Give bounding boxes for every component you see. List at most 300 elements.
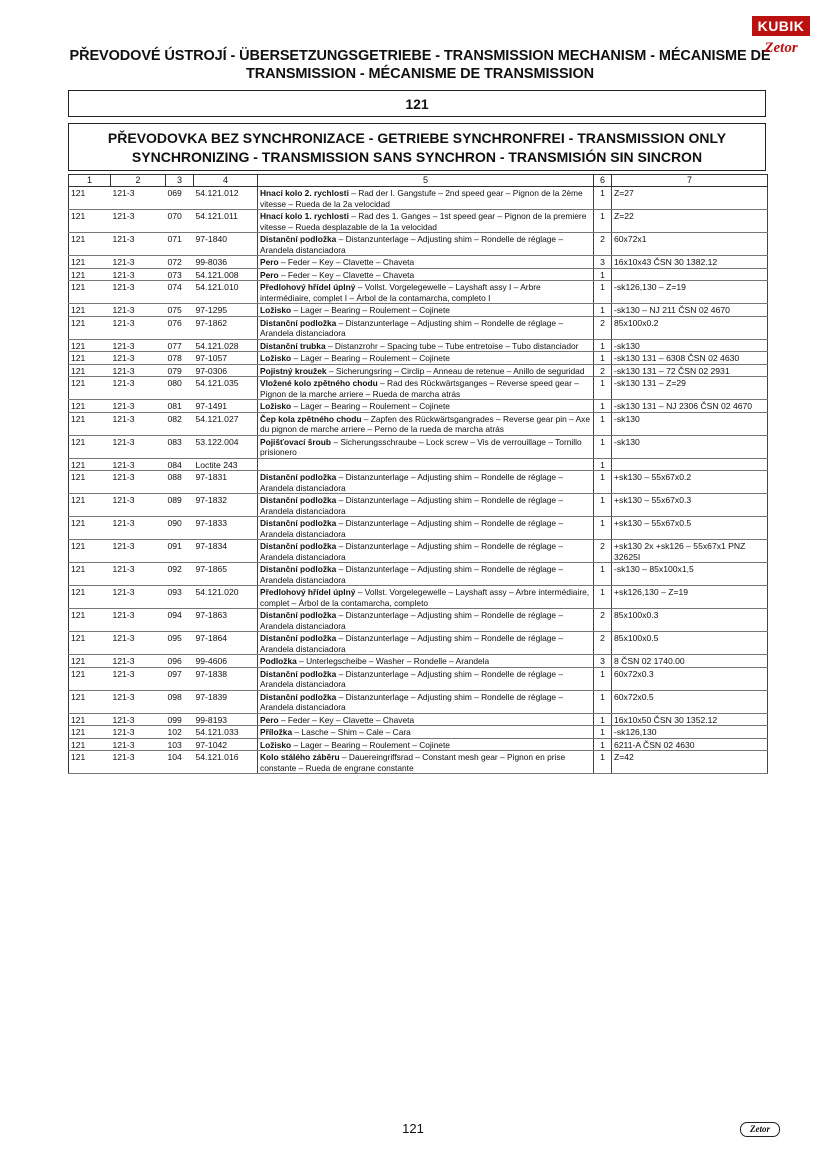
part-name: Kolo stálého záběru bbox=[260, 752, 340, 762]
cell-position: 073 bbox=[166, 268, 194, 281]
cell-subgroup: 121-3 bbox=[111, 655, 166, 668]
part-name: Ložisko bbox=[260, 305, 292, 315]
cell-position: 075 bbox=[166, 304, 194, 317]
table-row bbox=[69, 494, 768, 517]
cell-part-number: 54.121.011 bbox=[194, 210, 258, 233]
cell-subgroup: 121-3 bbox=[111, 458, 166, 471]
cell-part-number: 54.121.020 bbox=[194, 586, 258, 609]
part-name: Distanční podložka bbox=[260, 518, 337, 528]
zetor-footer-logo: Zetor bbox=[740, 1122, 780, 1137]
cell-note: Z=42 bbox=[612, 751, 768, 774]
table-row bbox=[69, 256, 768, 269]
cell-description bbox=[258, 609, 594, 632]
part-description: – Distanzunterlage – Adjusting shim – Rondelle de réglage – Arandela distanciadora bbox=[260, 610, 564, 631]
cell-quantity: 1 bbox=[594, 339, 612, 352]
cell-quantity: 1 bbox=[594, 412, 612, 435]
cell-quantity: 1 bbox=[594, 713, 612, 726]
cell-part-number: 54.121.012 bbox=[194, 187, 258, 210]
cell-part-number: 97-1491 bbox=[194, 400, 258, 413]
cell-group: 121 bbox=[69, 563, 111, 586]
cell-quantity: 3 bbox=[594, 655, 612, 668]
table-row bbox=[69, 540, 768, 563]
cell-subgroup: 121-3 bbox=[111, 667, 166, 690]
cell-group: 121 bbox=[69, 738, 111, 751]
cell-description bbox=[258, 281, 594, 304]
table-row bbox=[69, 667, 768, 690]
part-description: – Distanzunterlage – Adjusting shim – Rondelle de réglage – Arandela distanciadora bbox=[260, 564, 564, 585]
part-description: – Lager – Bearing – Roulement – Cojinete bbox=[291, 305, 450, 315]
cell-position: 102 bbox=[166, 726, 194, 739]
cell-group: 121 bbox=[69, 352, 111, 365]
cell-description bbox=[258, 726, 594, 739]
cell-subgroup: 121-3 bbox=[111, 304, 166, 317]
cell-part-number: 54.121.008 bbox=[194, 268, 258, 281]
cell-group: 121 bbox=[69, 364, 111, 377]
cell-note: 16x10x43 ČSN 30 1382.12 bbox=[612, 256, 768, 269]
cell-quantity: 1 bbox=[594, 377, 612, 400]
cell-quantity: 1 bbox=[594, 400, 612, 413]
part-description: – Feder – Key – Clavette – Chaveta bbox=[278, 257, 415, 267]
cell-description bbox=[258, 268, 594, 281]
cell-position: 081 bbox=[166, 400, 194, 413]
cell-note: -sk126,130 bbox=[612, 726, 768, 739]
part-description: – Dauereingriffsrad – Constant mesh gear – Pignon en prise constante – Rueda de engrane constante bbox=[260, 752, 566, 773]
table-row bbox=[69, 690, 768, 713]
part-name: Distanční podložka bbox=[260, 691, 337, 702]
cell-part-number: 97-1838 bbox=[194, 667, 258, 690]
kubik-zetor-logo bbox=[752, 16, 810, 76]
cell-description bbox=[258, 304, 594, 317]
cell-part-number: 97-1839 bbox=[194, 690, 258, 713]
cell-note: 6211-A ČSN 02 4630 bbox=[612, 738, 768, 751]
cell-position: 091 bbox=[166, 540, 194, 563]
cell-subgroup: 121-3 bbox=[111, 586, 166, 609]
page-title-line2: TRANSMISSION - MÉCANISME DE TRANSMISSION bbox=[245, 66, 595, 82]
cell-subgroup: 121-3 bbox=[111, 751, 166, 774]
cell-note: Z=22 bbox=[612, 210, 768, 233]
part-description: – Vollst. Vorgelegewelle – Layshaft assy I – Arbre intermédiaire, complet I – Árbol de la contamarcha, completo I bbox=[260, 282, 541, 303]
column-header-4: 4 bbox=[194, 175, 258, 187]
cell-quantity: 1 bbox=[594, 726, 612, 739]
cell-part-number: 97-1863 bbox=[194, 609, 258, 632]
part-description: – Sicherungsring – Circlip – Anneau de retenue – Anillo de seguridad bbox=[326, 365, 585, 376]
cell-quantity: 2 bbox=[594, 540, 612, 563]
part-description: – Distanzunterlage – Adjusting shim – Rondelle de réglage – Arandela distanciadora bbox=[260, 633, 564, 654]
part-name: Distanční podložka bbox=[260, 633, 337, 643]
cell-position: 103 bbox=[166, 738, 194, 751]
cell-part-number: 97-1057 bbox=[194, 352, 258, 365]
cell-part-number: 97-1832 bbox=[194, 494, 258, 517]
cell-position: 080 bbox=[166, 377, 194, 400]
cell-note: +sk130 – 55x67x0.5 bbox=[612, 517, 768, 540]
cell-description bbox=[258, 256, 594, 269]
cell-description bbox=[258, 339, 594, 352]
part-name: Pojišťovací šroub bbox=[260, 436, 332, 447]
cell-quantity: 1 bbox=[594, 435, 612, 458]
cell-group: 121 bbox=[69, 726, 111, 739]
cell-quantity: 1 bbox=[594, 281, 612, 304]
cell-group: 121 bbox=[69, 690, 111, 713]
cell-description bbox=[258, 412, 594, 435]
cell-group: 121 bbox=[69, 281, 111, 304]
cell-subgroup: 121-3 bbox=[111, 339, 166, 352]
cell-subgroup: 121-3 bbox=[111, 690, 166, 713]
part-description: – Distanzunterlage – Adjusting shim – Rondelle de réglage – Arandela distanciadora bbox=[260, 495, 564, 516]
cell-part-number: 97-1831 bbox=[194, 471, 258, 494]
parts-table bbox=[68, 174, 768, 774]
part-description: – Lager – Bearing – Roulement – Cojinete bbox=[291, 739, 450, 750]
cell-position: 078 bbox=[166, 352, 194, 365]
cell-quantity: 1 bbox=[594, 667, 612, 690]
cell-description bbox=[258, 494, 594, 517]
section-title-box bbox=[68, 123, 766, 171]
page-number: 121 bbox=[402, 1121, 424, 1136]
cell-quantity: 1 bbox=[594, 352, 612, 365]
cell-part-number: 54.121.016 bbox=[194, 751, 258, 774]
part-name: Pero bbox=[260, 269, 279, 280]
cell-position: 079 bbox=[166, 364, 194, 377]
table-row bbox=[69, 364, 768, 377]
cell-note: -sk130 131 – 72 ČSN 02 2931 bbox=[612, 364, 768, 377]
cell-description bbox=[258, 667, 594, 690]
part-description: – Rad der I. Gangstufe – 2nd speed gear – Pignon de la 2ème vitesse – Rueda de la 2a velocidad bbox=[260, 188, 583, 209]
table-row bbox=[69, 233, 768, 256]
cell-position: 095 bbox=[166, 632, 194, 655]
part-name: Předlohový hřídel úplný bbox=[260, 587, 356, 597]
table-row bbox=[69, 563, 768, 586]
cell-group: 121 bbox=[69, 632, 111, 655]
cell-group: 121 bbox=[69, 609, 111, 632]
table-row bbox=[69, 751, 768, 774]
page-title-line1: PŘEVODOVÉ ÚSTROJÍ - ÜBERSETZUNGSGETRIEBE - TRANSMISSION MECHANISM - MÉCANISME DE bbox=[69, 48, 771, 64]
table-row bbox=[69, 268, 768, 281]
part-name: Distanční podložka bbox=[260, 495, 337, 505]
part-description: – Distanzrohr – Spacing tube – Tube entretoise – Tubo distanciador bbox=[325, 340, 579, 351]
kubik-logo: KUBIK bbox=[752, 16, 810, 36]
part-name: Distanční podložka bbox=[260, 668, 337, 679]
cell-quantity: 1 bbox=[594, 268, 612, 281]
cell-description bbox=[258, 233, 594, 256]
table-row bbox=[69, 435, 768, 458]
cell-description bbox=[258, 435, 594, 458]
column-header-1: 1 bbox=[69, 175, 111, 187]
cell-position: 097 bbox=[166, 667, 194, 690]
page-title bbox=[60, 47, 780, 83]
cell-part-number: 97-1834 bbox=[194, 540, 258, 563]
part-name: Podložka bbox=[260, 656, 297, 666]
cell-note: 85x100x0.3 bbox=[612, 609, 768, 632]
part-description: – Distanzunterlage – Adjusting shim – Rondelle de réglage – Arandela distanciadora bbox=[260, 668, 564, 689]
cell-subgroup: 121-3 bbox=[111, 400, 166, 413]
cell-quantity: 3 bbox=[594, 256, 612, 269]
cell-group: 121 bbox=[69, 517, 111, 540]
cell-subgroup: 121-3 bbox=[111, 281, 166, 304]
cell-position: 074 bbox=[166, 281, 194, 304]
column-header-6: 6 bbox=[594, 175, 612, 187]
table-row bbox=[69, 377, 768, 400]
part-description: – Rad des Rückwärtsganges – Reverse speed gear – Pignon de la marche arriere – Rueda de marcha atrás bbox=[260, 378, 579, 399]
cell-position: 094 bbox=[166, 609, 194, 632]
part-name: Hnací kolo 1. rychlosti bbox=[260, 211, 349, 221]
cell-subgroup: 121-3 bbox=[111, 268, 166, 281]
table-row bbox=[69, 400, 768, 413]
cell-note: -sk130 – NJ 211 ČSN 02 4670 bbox=[612, 304, 768, 317]
cell-note: -sk130 131 – NJ 2306 ČSN 02 4670 bbox=[612, 400, 768, 413]
cell-description bbox=[258, 655, 594, 668]
cell-quantity: 1 bbox=[594, 304, 612, 317]
cell-description bbox=[258, 540, 594, 563]
part-description: – Sicherungsschraube – Lock screw – Vis de verrouillage – Tornillo prisionero bbox=[260, 436, 582, 457]
cell-description bbox=[258, 364, 594, 377]
part-name: Vložené kolo zpětného chodu bbox=[260, 378, 378, 388]
cell-description bbox=[258, 751, 594, 774]
cell-position: 088 bbox=[166, 471, 194, 494]
cell-position: 093 bbox=[166, 586, 194, 609]
cell-part-number: 54.121.027 bbox=[194, 412, 258, 435]
cell-quantity: 1 bbox=[594, 494, 612, 517]
cell-position: 072 bbox=[166, 256, 194, 269]
cell-description bbox=[258, 738, 594, 751]
cell-quantity: 1 bbox=[594, 471, 612, 494]
cell-subgroup: 121-3 bbox=[111, 377, 166, 400]
cell-part-number: 97-1833 bbox=[194, 517, 258, 540]
cell-note bbox=[612, 458, 768, 471]
cell-group: 121 bbox=[69, 494, 111, 517]
cell-position: 090 bbox=[166, 517, 194, 540]
table-row bbox=[69, 281, 768, 304]
cell-group: 121 bbox=[69, 586, 111, 609]
cell-group: 121 bbox=[69, 256, 111, 269]
cell-position: 071 bbox=[166, 233, 194, 256]
cell-position: 089 bbox=[166, 494, 194, 517]
cell-group: 121 bbox=[69, 304, 111, 317]
part-name: Ložisko bbox=[260, 739, 292, 750]
cell-group: 121 bbox=[69, 377, 111, 400]
table-row bbox=[69, 339, 768, 352]
cell-part-number: 97-1865 bbox=[194, 563, 258, 586]
table-row bbox=[69, 471, 768, 494]
cell-group: 121 bbox=[69, 233, 111, 256]
cell-description bbox=[258, 377, 594, 400]
cell-group: 121 bbox=[69, 713, 111, 726]
cell-part-number: 99-8193 bbox=[194, 713, 258, 726]
cell-note: 60x72x0.5 bbox=[612, 690, 768, 713]
cell-group: 121 bbox=[69, 187, 111, 210]
cell-quantity: 1 bbox=[594, 210, 612, 233]
table-row bbox=[69, 655, 768, 668]
cell-note: -sk130 bbox=[612, 412, 768, 435]
cell-position: 076 bbox=[166, 316, 194, 339]
cell-part-number: 97-1295 bbox=[194, 304, 258, 317]
cell-description bbox=[258, 471, 594, 494]
group-number-box: 121 bbox=[68, 90, 766, 117]
table-row bbox=[69, 738, 768, 751]
cell-quantity: 2 bbox=[594, 609, 612, 632]
cell-description bbox=[258, 586, 594, 609]
table-row bbox=[69, 412, 768, 435]
cell-group: 121 bbox=[69, 412, 111, 435]
part-name: Pero bbox=[260, 714, 279, 725]
cell-description bbox=[258, 210, 594, 233]
cell-note: +sk126,130 – Z=19 bbox=[612, 586, 768, 609]
cell-description bbox=[258, 352, 594, 365]
column-header-5: 5 bbox=[258, 175, 594, 187]
cell-group: 121 bbox=[69, 655, 111, 668]
table-row bbox=[69, 304, 768, 317]
cell-position: 098 bbox=[166, 690, 194, 713]
cell-description bbox=[258, 563, 594, 586]
part-name: Distanční podložka bbox=[260, 234, 337, 244]
cell-quantity: 1 bbox=[594, 563, 612, 586]
cell-part-number: 99-8036 bbox=[194, 256, 258, 269]
cell-note: -sk130 131 – Z=29 bbox=[612, 377, 768, 400]
cell-quantity: 1 bbox=[594, 458, 612, 471]
cell-subgroup: 121-3 bbox=[111, 609, 166, 632]
cell-description bbox=[258, 713, 594, 726]
cell-part-number: 54.121.028 bbox=[194, 339, 258, 352]
cell-group: 121 bbox=[69, 316, 111, 339]
cell-description bbox=[258, 458, 594, 471]
part-description: – Lasche – Shim – Cale – Cara bbox=[292, 727, 411, 737]
cell-subgroup: 121-3 bbox=[111, 563, 166, 586]
cell-part-number: 99-4606 bbox=[194, 655, 258, 668]
part-description: – Distanzunterlage – Adjusting shim – Rondelle de réglage – Arandela distanciadora bbox=[260, 317, 564, 338]
part-name: Hnací kolo 2. rychlosti bbox=[260, 188, 349, 198]
part-name: Pero bbox=[260, 257, 279, 267]
cell-description bbox=[258, 400, 594, 413]
section-title-line2: SYNCHRONIZING - TRANSMISSION SANS SYNCHRON - TRANSMISIÓN SIN SINCRON bbox=[131, 149, 703, 165]
table-row bbox=[69, 316, 768, 339]
cell-note: 60x72x1 bbox=[612, 233, 768, 256]
part-description: – Distanzunterlage – Adjusting shim – Rondelle de réglage – Arandela distanciadora bbox=[260, 234, 564, 255]
cell-part-number: 54.121.033 bbox=[194, 726, 258, 739]
cell-position: 092 bbox=[166, 563, 194, 586]
column-header-2: 2 bbox=[111, 175, 166, 187]
table-row bbox=[69, 517, 768, 540]
cell-subgroup: 121-3 bbox=[111, 412, 166, 435]
part-description: – Unterlegscheibe – Washer – Rondelle – Arandela bbox=[296, 656, 490, 666]
cell-position: 069 bbox=[166, 187, 194, 210]
table-row bbox=[69, 726, 768, 739]
part-name: Distanční podložka bbox=[260, 472, 337, 482]
part-name: Distanční podložka bbox=[260, 564, 337, 574]
cell-subgroup: 121-3 bbox=[111, 540, 166, 563]
cell-description bbox=[258, 517, 594, 540]
cell-subgroup: 121-3 bbox=[111, 738, 166, 751]
cell-note: +sk130 – 55x67x0.3 bbox=[612, 494, 768, 517]
part-description: – Feder – Key – Clavette – Chaveta bbox=[278, 714, 415, 725]
cell-group: 121 bbox=[69, 751, 111, 774]
cell-subgroup: 121-3 bbox=[111, 187, 166, 210]
table-row bbox=[69, 458, 768, 471]
table-row bbox=[69, 609, 768, 632]
zetor-logo: Zetor bbox=[764, 40, 798, 56]
part-name: Příložka bbox=[260, 727, 293, 737]
cell-quantity: 1 bbox=[594, 751, 612, 774]
cell-subgroup: 121-3 bbox=[111, 494, 166, 517]
part-description: – Zapfen des Rückwärtsgangrades – Reverse gear pin – Axe du pignon de marche arriere – Perno de la rueda de marcha atrás bbox=[260, 413, 591, 434]
cell-note: -sk130 bbox=[612, 435, 768, 458]
cell-group: 121 bbox=[69, 667, 111, 690]
cell-part-number: Loctite 243 bbox=[194, 458, 258, 471]
cell-group: 121 bbox=[69, 268, 111, 281]
cell-group: 121 bbox=[69, 471, 111, 494]
part-description: – Vollst. Vorgelegewelle – Layshaft assy – Arbre intermédiaire, complet – Árbol de la contamarcha, completo bbox=[260, 587, 590, 608]
cell-note: 85x100x0.2 bbox=[612, 316, 768, 339]
table-header-row bbox=[69, 175, 768, 187]
cell-quantity: 2 bbox=[594, 632, 612, 655]
part-name: Distanční trubka bbox=[260, 340, 326, 351]
cell-quantity: 1 bbox=[594, 187, 612, 210]
cell-subgroup: 121-3 bbox=[111, 316, 166, 339]
cell-subgroup: 121-3 bbox=[111, 713, 166, 726]
cell-subgroup: 121-3 bbox=[111, 517, 166, 540]
column-header-7: 7 bbox=[612, 175, 768, 187]
cell-position: 083 bbox=[166, 435, 194, 458]
cell-subgroup: 121-3 bbox=[111, 726, 166, 739]
cell-subgroup: 121-3 bbox=[111, 435, 166, 458]
cell-subgroup: 121-3 bbox=[111, 210, 166, 233]
part-name: Ložisko bbox=[260, 401, 292, 411]
table-row bbox=[69, 352, 768, 365]
table-row bbox=[69, 713, 768, 726]
cell-position: 084 bbox=[166, 458, 194, 471]
cell-group: 121 bbox=[69, 400, 111, 413]
part-description: – Lager – Bearing – Roulement – Cojinete bbox=[291, 353, 450, 363]
cell-position: 096 bbox=[166, 655, 194, 668]
cell-part-number: 53.122.004 bbox=[194, 435, 258, 458]
cell-subgroup: 121-3 bbox=[111, 632, 166, 655]
cell-position: 099 bbox=[166, 713, 194, 726]
cell-subgroup: 121-3 bbox=[111, 233, 166, 256]
table-row bbox=[69, 210, 768, 233]
cell-quantity: 1 bbox=[594, 586, 612, 609]
cell-position: 070 bbox=[166, 210, 194, 233]
cell-position: 104 bbox=[166, 751, 194, 774]
cell-subgroup: 121-3 bbox=[111, 256, 166, 269]
cell-quantity: 2 bbox=[594, 316, 612, 339]
cell-subgroup: 121-3 bbox=[111, 471, 166, 494]
cell-note: Z=27 bbox=[612, 187, 768, 210]
cell-group: 121 bbox=[69, 339, 111, 352]
cell-note: +sk130 2x +sk126 – 55x67x1 PNZ 32625I bbox=[612, 540, 768, 563]
parts-table-body bbox=[69, 187, 768, 774]
cell-subgroup: 121-3 bbox=[111, 364, 166, 377]
cell-description bbox=[258, 187, 594, 210]
part-description: – Rad des 1. Ganges – 1st speed gear – Pignon de la premiere vitesse – Rueda desplazable de la 1a velocidad bbox=[260, 211, 587, 232]
part-name: Distanční podložka bbox=[260, 610, 337, 620]
cell-quantity: 2 bbox=[594, 364, 612, 377]
part-description: – Distanzunterlage – Adjusting shim – Rondelle de réglage – Arandela distanciadora bbox=[260, 472, 564, 493]
cell-note: +sk130 – 55x67x0.2 bbox=[612, 471, 768, 494]
part-name: Ložisko bbox=[260, 353, 292, 363]
cell-position: 077 bbox=[166, 339, 194, 352]
cell-group: 121 bbox=[69, 435, 111, 458]
cell-note: -sk130 bbox=[612, 339, 768, 352]
cell-group: 121 bbox=[69, 540, 111, 563]
part-name: Distanční podložka bbox=[260, 541, 337, 551]
column-header-3: 3 bbox=[166, 175, 194, 187]
cell-note: 16x10x50 ČSN 30 1352.12 bbox=[612, 713, 768, 726]
section-title-line1: PŘEVODOVKA BEZ SYNCHRONIZACE - GETRIEBE SYNCHRONFREI - TRANSMISSION ONLY bbox=[107, 130, 727, 146]
cell-quantity: 1 bbox=[594, 517, 612, 540]
cell-description bbox=[258, 316, 594, 339]
part-name: Distanční podložka bbox=[260, 317, 337, 328]
part-description: – Lager – Bearing – Roulement – Cojinete bbox=[291, 401, 450, 411]
part-name: Čep kola zpětného chodu bbox=[260, 413, 362, 424]
cell-position: 082 bbox=[166, 412, 194, 435]
cell-note: -sk130 131 – 6308 ČSN 02 4630 bbox=[612, 352, 768, 365]
